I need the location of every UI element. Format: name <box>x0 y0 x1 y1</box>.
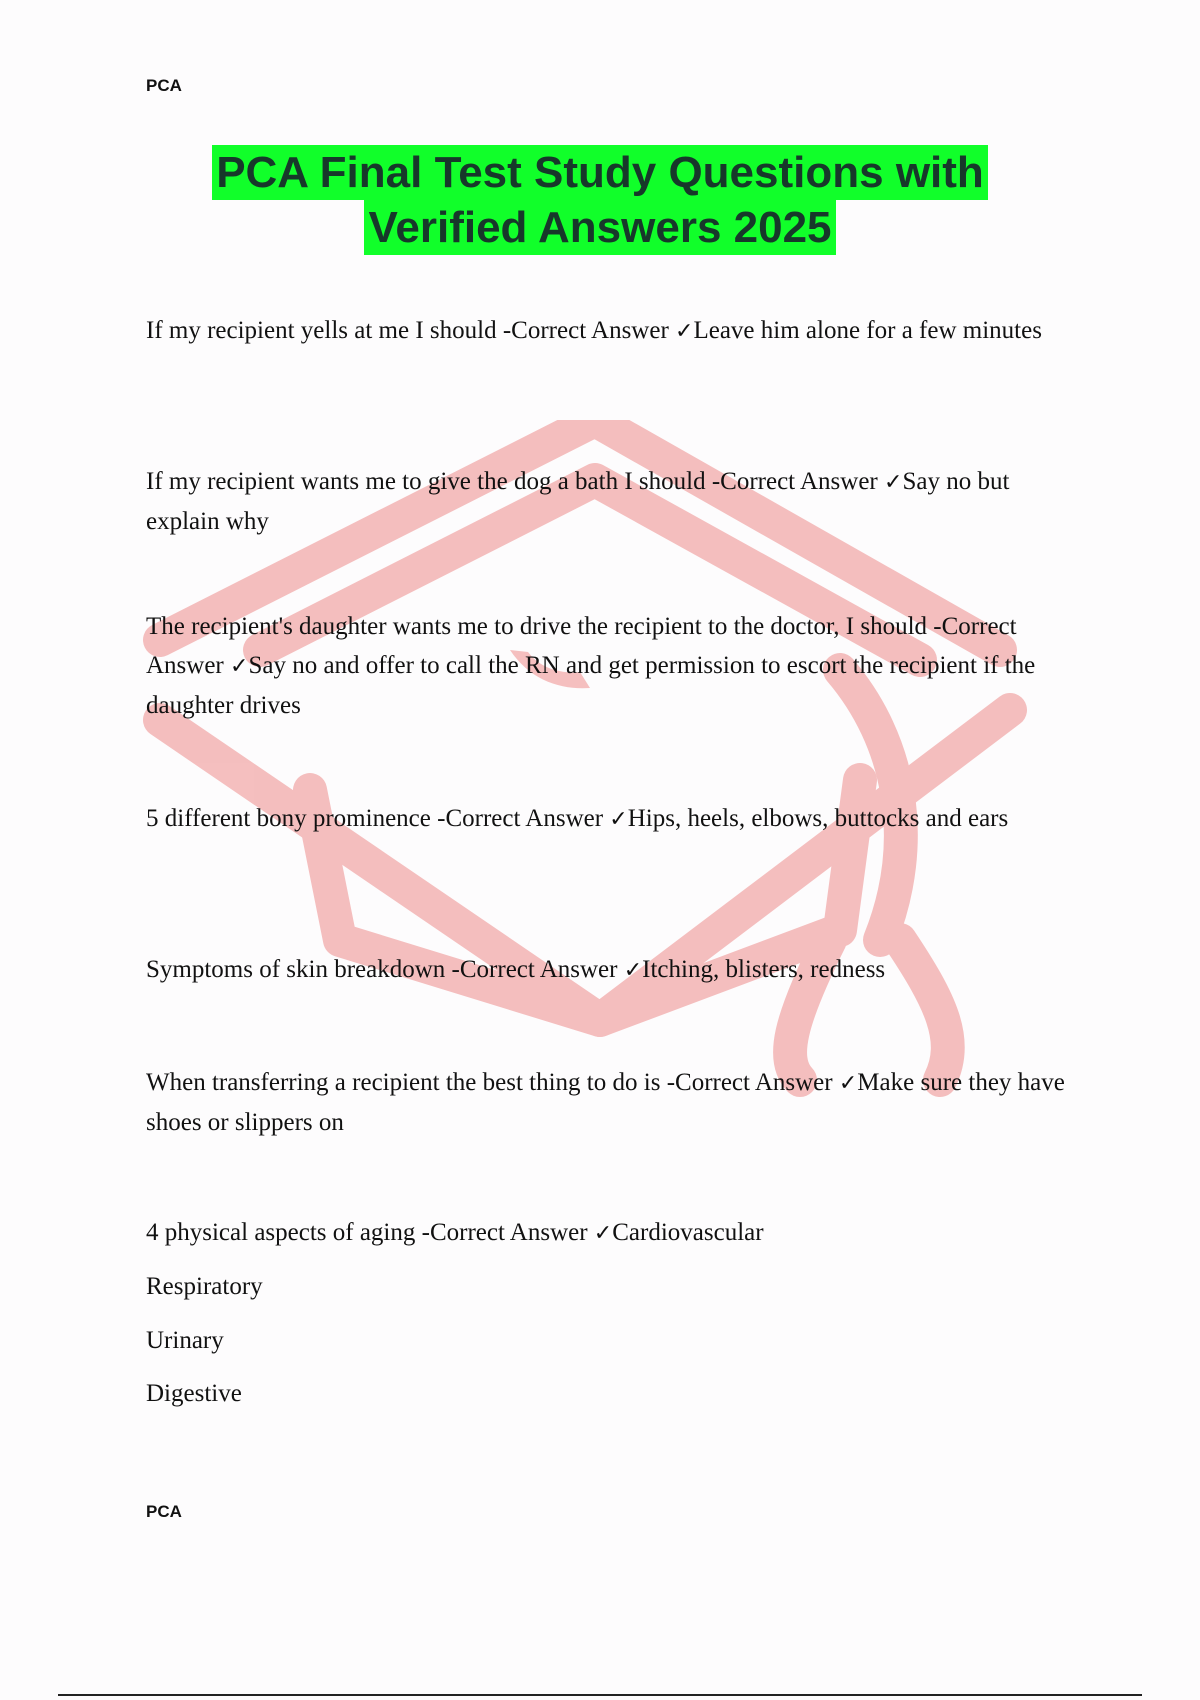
title-line-1: PCA Final Test Study Questions with <box>212 145 988 200</box>
check-icon: ✓ <box>838 1071 858 1096</box>
qa-item <box>146 462 1086 541</box>
answer-text: Itching, blisters, redness <box>642 956 886 983</box>
page-bottom-divider <box>58 1694 1142 1696</box>
qa-item <box>146 950 1086 990</box>
check-icon: ✓ <box>593 1221 613 1246</box>
page-header-label: PCA <box>146 76 182 95</box>
answer-marker: -Correct Answer <box>502 317 669 344</box>
aging-aspect-line: Respiratory <box>146 1273 263 1300</box>
qa-item <box>146 799 1086 839</box>
answer-marker: -Correct Answer <box>451 956 618 983</box>
qa-item <box>146 1063 1086 1142</box>
answer-marker: -Correct Answer <box>421 1219 588 1246</box>
check-icon: ✓ <box>884 470 903 495</box>
answer-marker: -Correct Answer <box>711 468 878 495</box>
answer-text: Hips, heels, elbows, buttocks and ears <box>627 805 1009 832</box>
check-icon: ✓ <box>609 807 628 832</box>
answer-marker: -Correct Answer <box>666 1069 833 1096</box>
check-icon: ✓ <box>675 319 694 344</box>
qa-item <box>146 1213 1086 1253</box>
answer-marker: -Correct Answer <box>146 613 1017 679</box>
question-text: If my recipient wants me to give the dog a bath I should <box>146 468 706 495</box>
question-text: Symptoms of skin breakdown <box>146 956 446 983</box>
qa-item <box>146 311 1086 351</box>
answer-text: Say no but explain why <box>146 468 1010 535</box>
qa-item <box>146 607 1086 725</box>
answer-text: Leave him alone for a few minutes <box>693 317 1042 344</box>
question-text: 4 physical aspects of aging <box>146 1219 416 1246</box>
answer-text: Make sure they have shoes or slippers on <box>146 1069 1065 1136</box>
question-text: If my recipient yells at me I should <box>146 317 497 344</box>
aging-aspect-line: Digestive <box>146 1380 242 1407</box>
document-title <box>0 145 1200 255</box>
question-text: The recipient's daughter wants me to drive the recipient to the doctor, I should <box>146 613 928 640</box>
question-text: When transferring a recipient the best thing to do is <box>146 1069 661 1096</box>
aging-aspect-line: Urinary <box>146 1327 224 1354</box>
check-icon: ✓ <box>230 654 249 679</box>
answer-marker: -Correct Answer <box>437 805 604 832</box>
title-line-2: Verified Answers 2025 <box>364 200 835 255</box>
check-icon: ✓ <box>623 958 643 983</box>
answer-text: Cardiovascular <box>612 1219 764 1246</box>
answer-text: Say no and offer to call the RN and get permission to escort the recipient if the daughter drives <box>146 652 1036 719</box>
page-footer-label: PCA <box>146 1502 182 1521</box>
question-text: 5 different bony prominence <box>146 805 431 832</box>
